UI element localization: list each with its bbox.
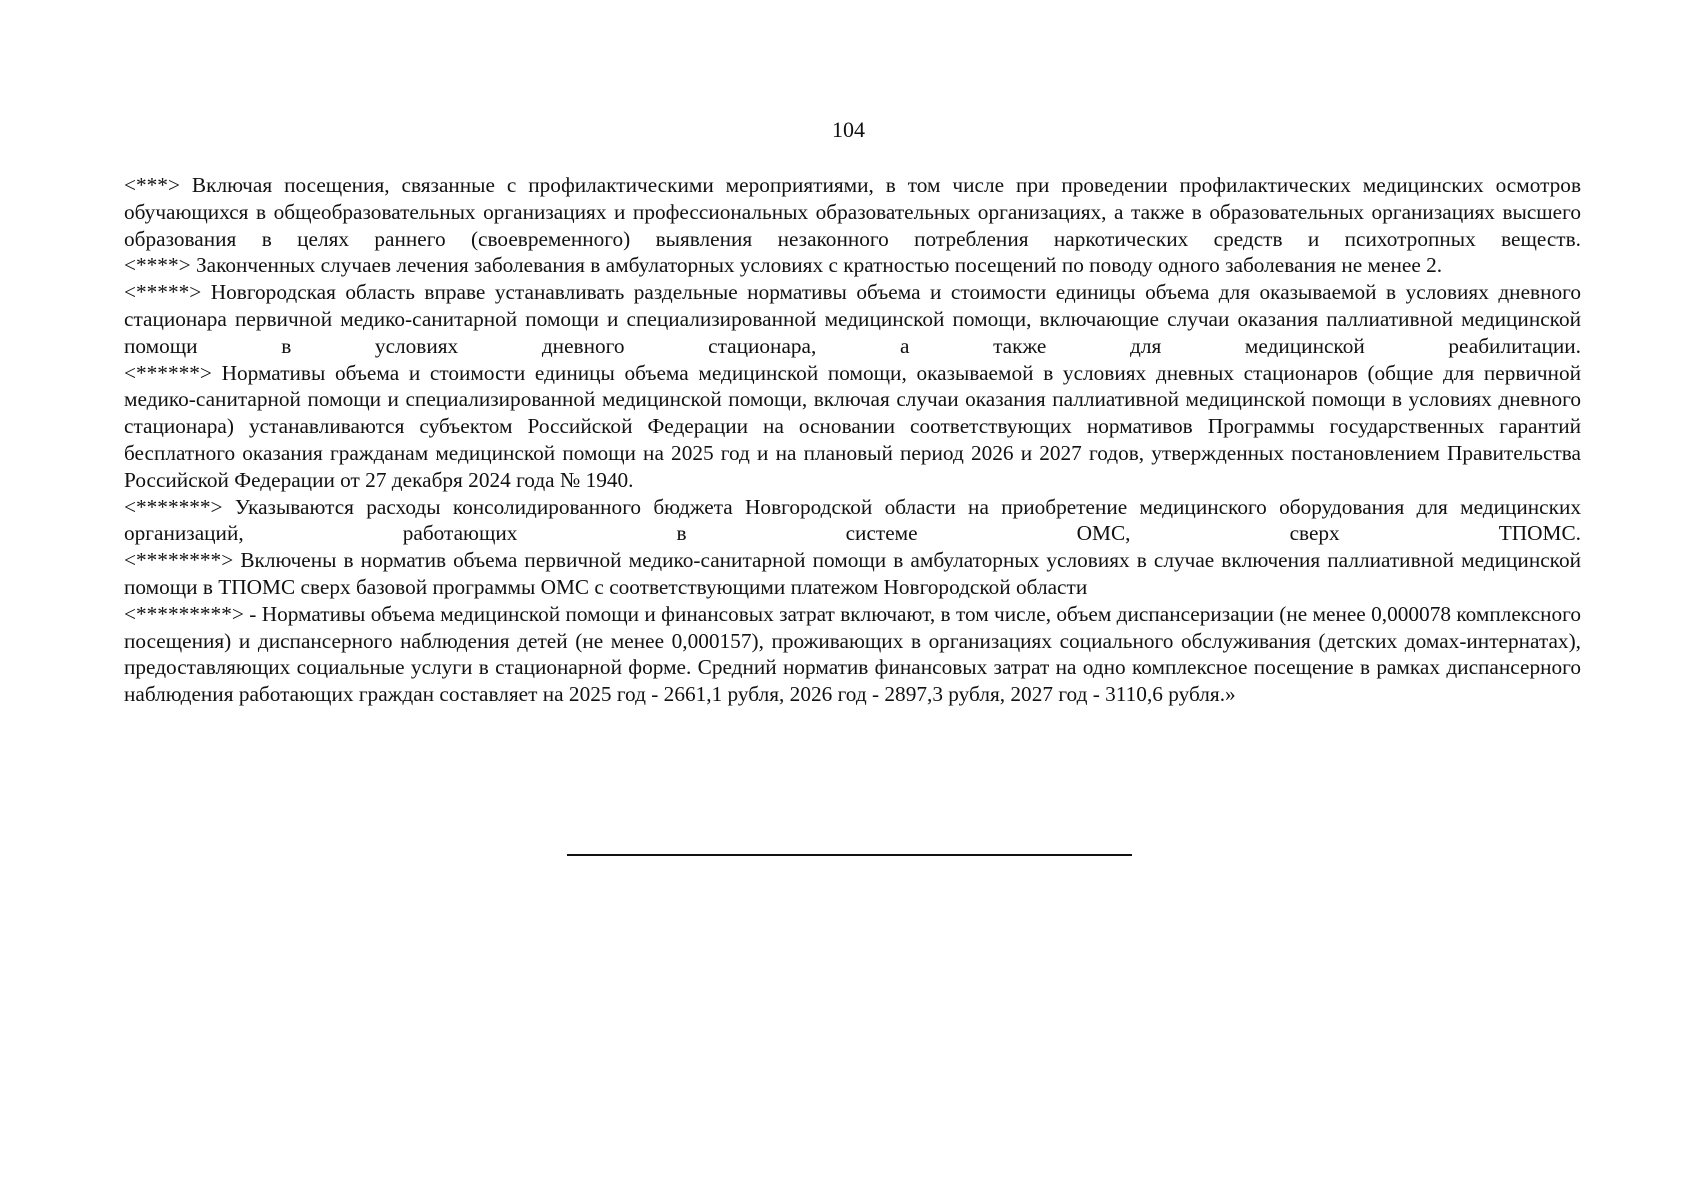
footnote-text: - Нормативы объема медицинской помощи и финансовых затрат включают, в том числе, объем диспансеризации (не менее 0,000078 комплексного посещения) и диспансерного наблюдения детей (не менее 0,000157), проживающих в организациях социального обслуживания (детских домах-интернатах), предоставляющих социальные услуги в стационарной форме. Средний норматив финансовых затрат на одно комплексное посещение в рамках диспансерного наблюдения работающих граждан составляет на 2025 год - 2661,1 рубля, 2026 год - 2897,3 рубля, 2027 год - 3110,6 рубля.» [124,601,1581,707]
footnote-text: Новгородская область вправе устанавливать раздельные нормативы объема и стоимости единицы объема для оказываемой в условиях дневного стационара первичной медико-санитарной помощи и специализированной медицинской помощи, включающие случаи оказания паллиативной медицинской помощи в условиях дневного стационара, а также для медицинской реабилитации. [124,280,1581,358]
footnote-marker: <*********> [124,601,244,626]
footnote-text: Указываются расходы консолидированного бюджета Новгородской области на приобретение медицинского оборудования для медицинских организаций, работающих в системе ОМС, сверх ТПОМС. [124,494,1582,546]
footnote-5 [124,279,1581,359]
footnote-6 [124,360,1581,494]
footnote-marker: <********> [124,548,234,573]
footnote-marker: <****> [124,253,191,278]
footnote-4 [124,252,1581,279]
footnote-text: Включены в норматив объема первичной медико-санитарной помощи в амбулаторных условиях в случае включения паллиативной медицинской помощи в ТПОМС сверх базовой программы ОМС с соответствующими платежом Новгородской области [124,548,1581,599]
footnote-text: Включая посещения, связанные с профилактическими мероприятиями, в том числе при проведении профилактических медицинских осмотров обучающихся в общеобразовательных организациях и профессиональных образовательных организациях, а также в образовательных организациях высшего образования в целях раннего (своевременного) выявления незаконного потребления наркотических средств и психотропных веществ. [124,173,1582,251]
footnote-text: Нормативы объема и стоимости единицы объема медицинской помощи, оказываемой в условиях дневных стационаров (общие для первичной медико-санитарной помощи и специализированной медицинской помощи, включая случаи оказания паллиативной медицинской помощи в условиях дневного стационара) устанавливаются субъектом Российской Федерации на основании соответствующих нормативов Программы государственных гарантий бесплатного оказания гражданам медицинской помощи на 2025 год и на плановый период 2026 и 2027 годов, утвержденных постановлением Правительства Российской Федерации от 27 декабря 2024 года № 1940. [124,360,1581,492]
footnote-marker: <***> [124,173,180,197]
footnote-marker: <*******> [124,494,223,519]
footnote-marker: <*****> [124,280,202,305]
footnote-3 [124,172,1581,252]
footnote-7 [124,494,1581,548]
footnote-text: Законченных случаев лечения заболевания в амбулаторных условиях с кратностью посещений по поводу одного заболевания не менее 2. [195,253,1443,278]
footnote-8 [124,547,1581,601]
footnotes-block [124,172,1581,708]
page-number: 104 [832,117,865,142]
closing-rule [567,854,1132,856]
footnote-marker: <******> [124,360,212,385]
footnote-9 [124,601,1581,708]
